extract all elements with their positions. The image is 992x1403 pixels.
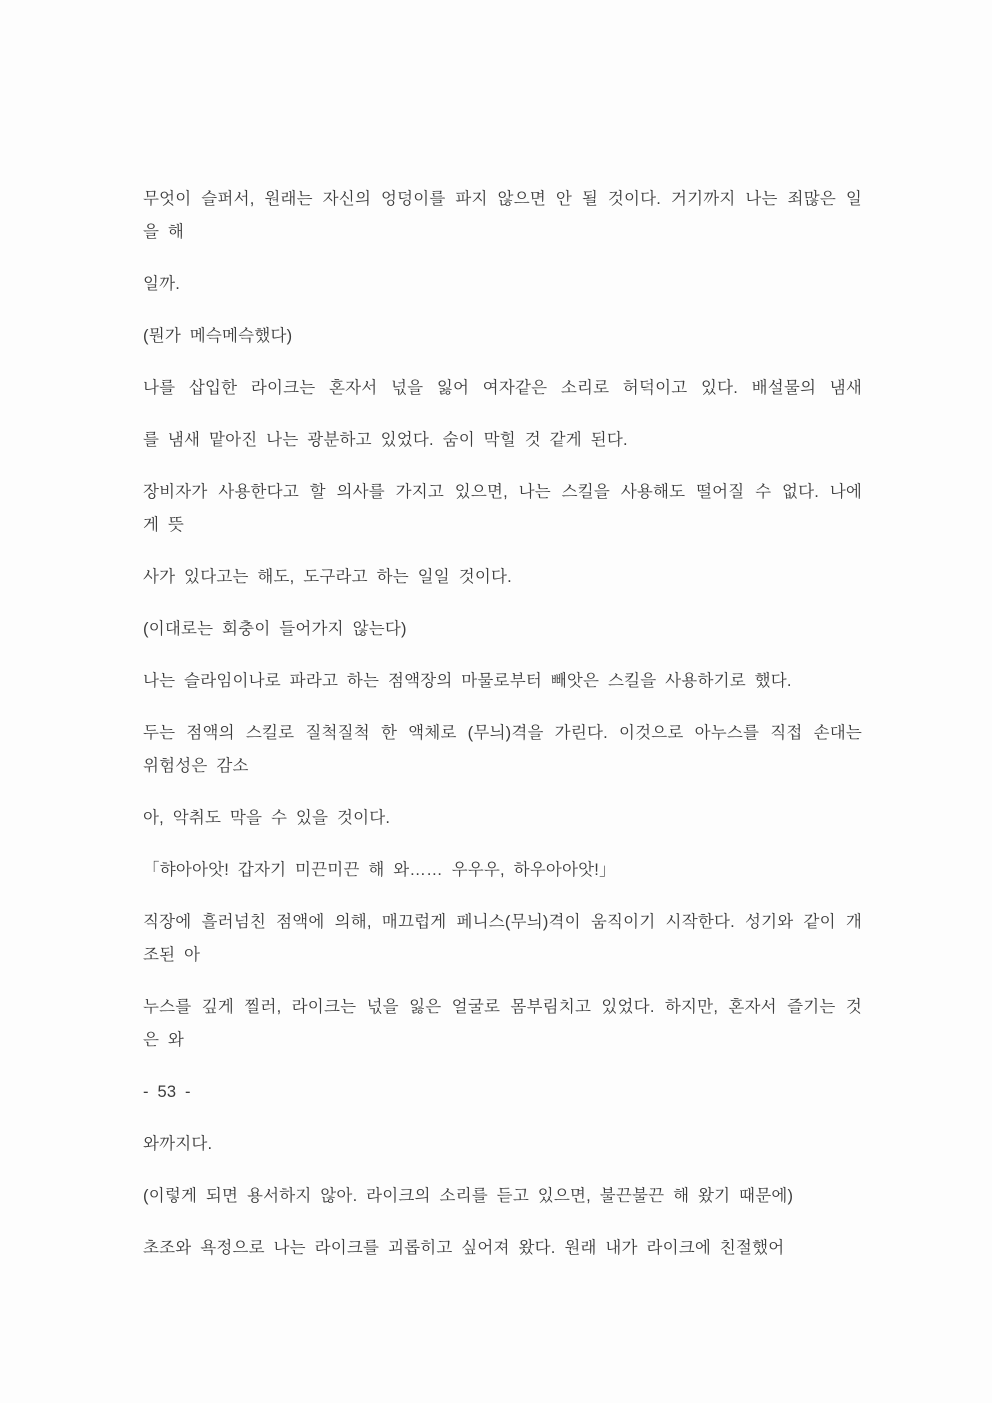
paragraph [143,802,862,835]
text-line: 누스를 깊게 찔러, 라이크는 넋을 잃은 얼굴로 몸부림치고 있었다. 하지만, 혼자서 즐기는 것 [143,998,862,1016]
text-line: 위험성은 감소 [143,757,249,775]
text-line: 직장에 흘러넘친 점액에 의해, 매끄럽게 페니스(무늬)격이 움직이기 시작한다. 성기와 같이 개 [143,913,862,931]
text-line: 게 뜻 [143,516,185,534]
text-line: 나는 슬라임이나로 파라고 하는 점액장의 마물로부터 빼앗은 스킬을 사용하기로 했다. [143,672,792,690]
text-line: 무엇이 슬퍼서, 원래는 자신의 엉덩이를 파지 않으면 안 될 것이다. 거기까지 나는 죄많은 일 [143,190,862,208]
text-line: (이렇게 되면 용서하지 않아. 라이크의 소리를 듣고 있으면, 불끈불끈 해 왔기 때문에) [143,1187,794,1205]
paragraph [143,1180,862,1213]
paragraph [143,320,862,353]
text-line: 을 해 [143,223,185,241]
text-line: 은 와 [143,1031,185,1049]
text-line: 일까. [143,275,181,293]
text-line: 를 냄새 맡아진 나는 광분하고 있었다. 숨이 막힐 것 같게 된다. [143,431,628,449]
text-line: 「햐아아앗! 갑자기 미끈미끈 해 와…… 우우우, 하우아아앗!」 [143,861,616,879]
text-line: (이대로는 회충이 들어가지 않는다) [143,620,407,638]
paragraph [143,561,862,594]
paragraph [143,854,862,887]
paragraph [143,1232,862,1265]
text-line: 아, 악취도 막을 수 있을 것이다. [143,809,391,827]
page-number-label: - 53 - [143,1083,191,1101]
paragraph [143,1128,862,1161]
paragraph [143,372,862,405]
page-number [143,1076,862,1109]
text-line: 초조와 욕정으로 나는 라이크를 괴롭히고 싶어져 왔다. 원래 내가 라이크에 친절했어 [143,1239,785,1257]
paragraph [143,183,862,249]
paragraph [143,906,862,972]
text-line: 와까지다. [143,1135,213,1153]
paragraph [143,613,862,646]
paragraph [143,717,862,783]
paragraph [143,424,862,457]
paragraph [143,268,862,301]
text-line: (뭔가 메슥메슥했다) [143,327,293,345]
paragraph [143,991,862,1057]
text-line: 장비자가 사용한다고 할 의사를 가지고 있으면, 나는 스킬을 사용해도 떨어질 수 없다. 나에 [143,483,862,501]
text-line: 조된 아 [143,946,201,964]
paragraph [143,476,862,542]
text-line: 두는 점액의 스킬로 질척질척 한 액체로 (무늬)격을 가린다. 이것으로 아누스를 직접 손대는 [143,724,862,742]
text-line: 나를 삽입한 라이크는 혼자서 넋을 잃어 여자같은 소리로 허덕이고 있다. 배설물의 냄새 [143,379,862,397]
text-line: 사가 있다고는 해도, 도구라고 하는 일일 것이다. [143,568,512,586]
paragraph [143,665,862,698]
